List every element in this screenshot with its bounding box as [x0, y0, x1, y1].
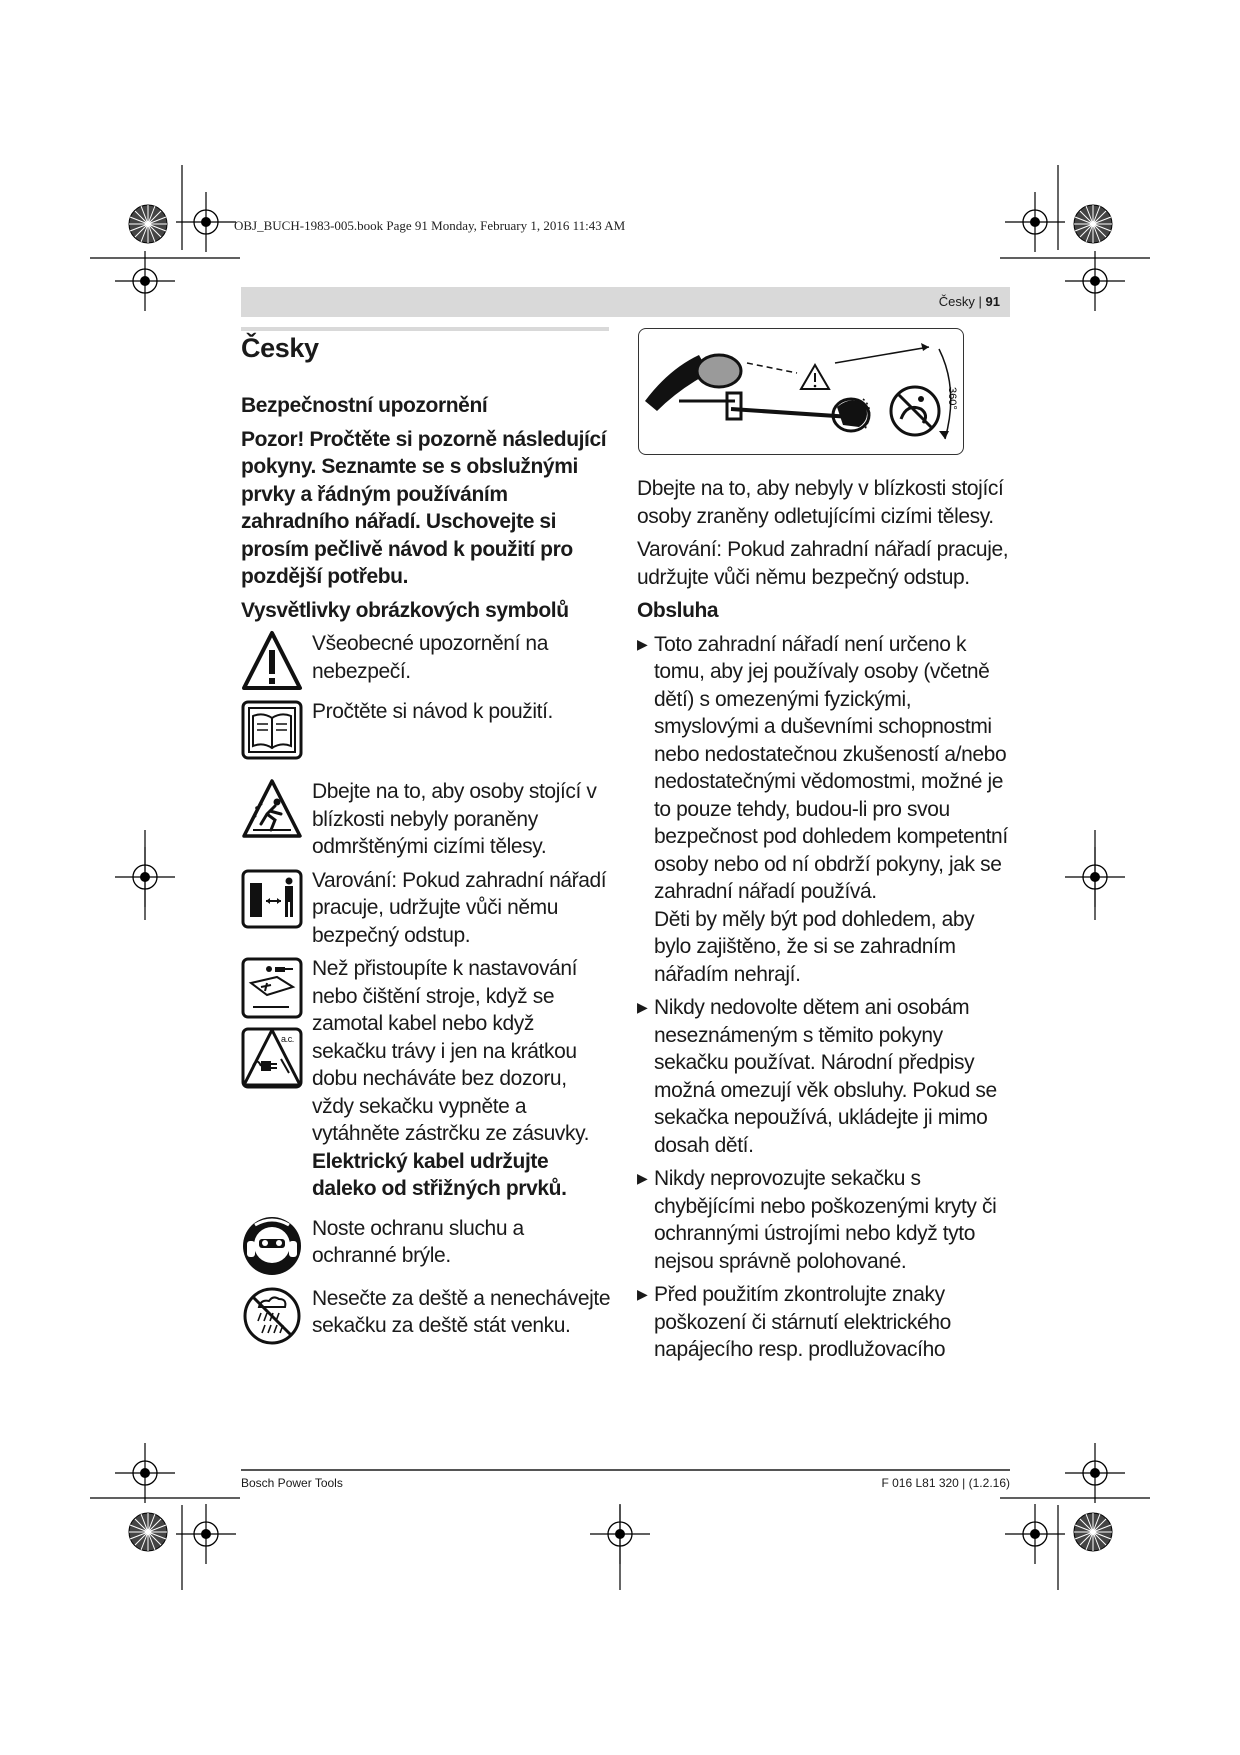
bullet-text: Před použitím zkontrolujte znaky poškození či stárnutí elektrického napájecího resp. prodlužovacího	[654, 1283, 951, 1361]
symbol-row	[241, 778, 613, 861]
header-page-number: 91	[985, 294, 1000, 309]
ac-plug-icon	[241, 1027, 303, 1089]
symbols-heading: Vysvětlivky obrázkových symbolů	[241, 598, 569, 622]
symbol-text: Všeobecné upozornění na nebezpečí.	[312, 632, 548, 683]
general-warning-text: Pozor! Pročtěte si pozorně následující pokyny. Seznamte se s obslužnými prvky a řádným používáním zahradního nářadí. Uschovejte si prosím pečlivě návod k použití pro pozdější potřebu.	[241, 427, 607, 588]
no-rain-icon	[241, 1285, 303, 1347]
operation-heading: Obsluha	[637, 599, 719, 622]
page-header	[241, 287, 1010, 317]
unplug-block	[241, 955, 613, 1203]
bullet-text	[654, 631, 1009, 989]
angle-label: 360°	[946, 387, 958, 410]
bullet-item	[637, 1281, 1009, 1364]
bullet-item	[637, 994, 1009, 1159]
bullet-triangle-icon: ▶	[637, 1170, 648, 1186]
unplug-before-adjusting-icon	[241, 957, 303, 1019]
bullet-text: Nikdy neprovozujte sekačku s chybějícími nebo poškozenými kryty či ochrannými ústrojími nebo když tyto nejsou správně polohované.	[654, 1167, 997, 1273]
section-heading: Bezpečnostní upozornění	[241, 394, 488, 417]
left-column	[241, 332, 613, 1353]
keep-distance-icon	[241, 867, 303, 929]
trimmer-illustration	[639, 329, 963, 454]
footer-doc-number: F 016 L81 320 | (1.2.16)	[881, 1476, 1010, 1490]
symbol-row	[241, 1215, 613, 1277]
bullet-text-continuation: Děti by měly být pod dohledem, aby bylo zajištěno, že si se zahradním nářadím nehrají.	[654, 907, 975, 986]
ear-eye-protection-icon	[241, 1215, 303, 1277]
unplug-bold-text: Elektrický kabel udržujte daleko od střižných prvků.	[312, 1149, 567, 1200]
page-title: Česky	[241, 333, 319, 363]
footer-publisher: Bosch Power Tools	[241, 1476, 343, 1490]
paragraph: Varování: Pokud zahradní nářadí pracuje, udržujte vůči němu bezpečný odstup.	[637, 538, 1009, 589]
header-text	[939, 294, 1000, 309]
symbol-row	[241, 867, 613, 950]
symbol-text: Varování: Pokud zahradní nářadí pracuje, udržujte vůči němu bezpečný odstup.	[312, 868, 607, 947]
bullet-triangle-icon: ▶	[637, 999, 648, 1015]
trimmer-safety-figure	[638, 328, 964, 455]
symbol-row	[241, 1285, 613, 1347]
ac-label: a.c.	[281, 1034, 294, 1044]
symbol-text: Nesečte za deště a nenechávejte sekačku za deště stát venku.	[312, 1286, 611, 1337]
footer-rule	[241, 1469, 1010, 1471]
symbol-text: Dbejte na to, aby osoby stojící v blízkosti nebyly poraněny odmrštěnými cizími tělesy.	[312, 780, 597, 858]
symbol-text: Pročtěte si návod k použití.	[312, 700, 553, 723]
bullet-item	[637, 1165, 1009, 1275]
print-stamp: OBJ_BUCH-1983-005.book Page 91 Monday, February 1, 2016 11:43 AM	[234, 218, 626, 233]
right-column	[637, 475, 1009, 1370]
title-rule	[241, 327, 609, 331]
symbol-row	[241, 630, 613, 692]
symbol-text: Noste ochranu sluchu a ochranné brýle.	[312, 1216, 524, 1267]
header-language: Česky	[938, 294, 975, 309]
unplug-text: Než přistoupíte k nastavování nebo čištění stroje, když se zamotal kabel nebo když sekačku trávy i jen na krátkou dobu necháváte bez dozoru, vždy sekačku vypněte a vytáhněte zástrčku ze zásuvky.	[312, 957, 590, 1145]
read-manual-icon	[241, 698, 303, 760]
thrown-objects-icon	[241, 778, 303, 840]
bullet-text: Nikdy nedovolte dětem ani osobám neseznámeným s těmito pokyny sekačku používat. Národní předpisy možná omezují věk obsluhy. Pokud se sekačka nepoužívá, ukládejte ji mimo dosah dětí.	[654, 996, 997, 1157]
symbol-row	[241, 698, 613, 760]
bullet-text-main: Toto zahradní nářadí není určeno k tomu, aby jej používaly osoby (včetně dětí) s omezenými fyzickými, smyslovými a duševními schopnostmi nebo nedostatečnou zkušeností a/nebo nedostatečnými vědomostmi, možné je to pouze tehdy, budou-li pro svou bezpečnost pod dohledem kompetentní osoby nebo od ní obdrží pokyny, jak se zahradní nářadí používá.	[654, 632, 1008, 903]
paragraph: Dbejte na to, aby nebyly v blízkosti stojící osoby zraněny odletujícími cizími tělesy.	[637, 477, 1004, 528]
header-separator: |	[978, 294, 982, 309]
general-warning-icon	[241, 630, 303, 692]
bullet-triangle-icon: ▶	[637, 635, 648, 652]
bullet-item	[637, 631, 1009, 989]
bullet-triangle-icon: ▶	[637, 1286, 648, 1302]
